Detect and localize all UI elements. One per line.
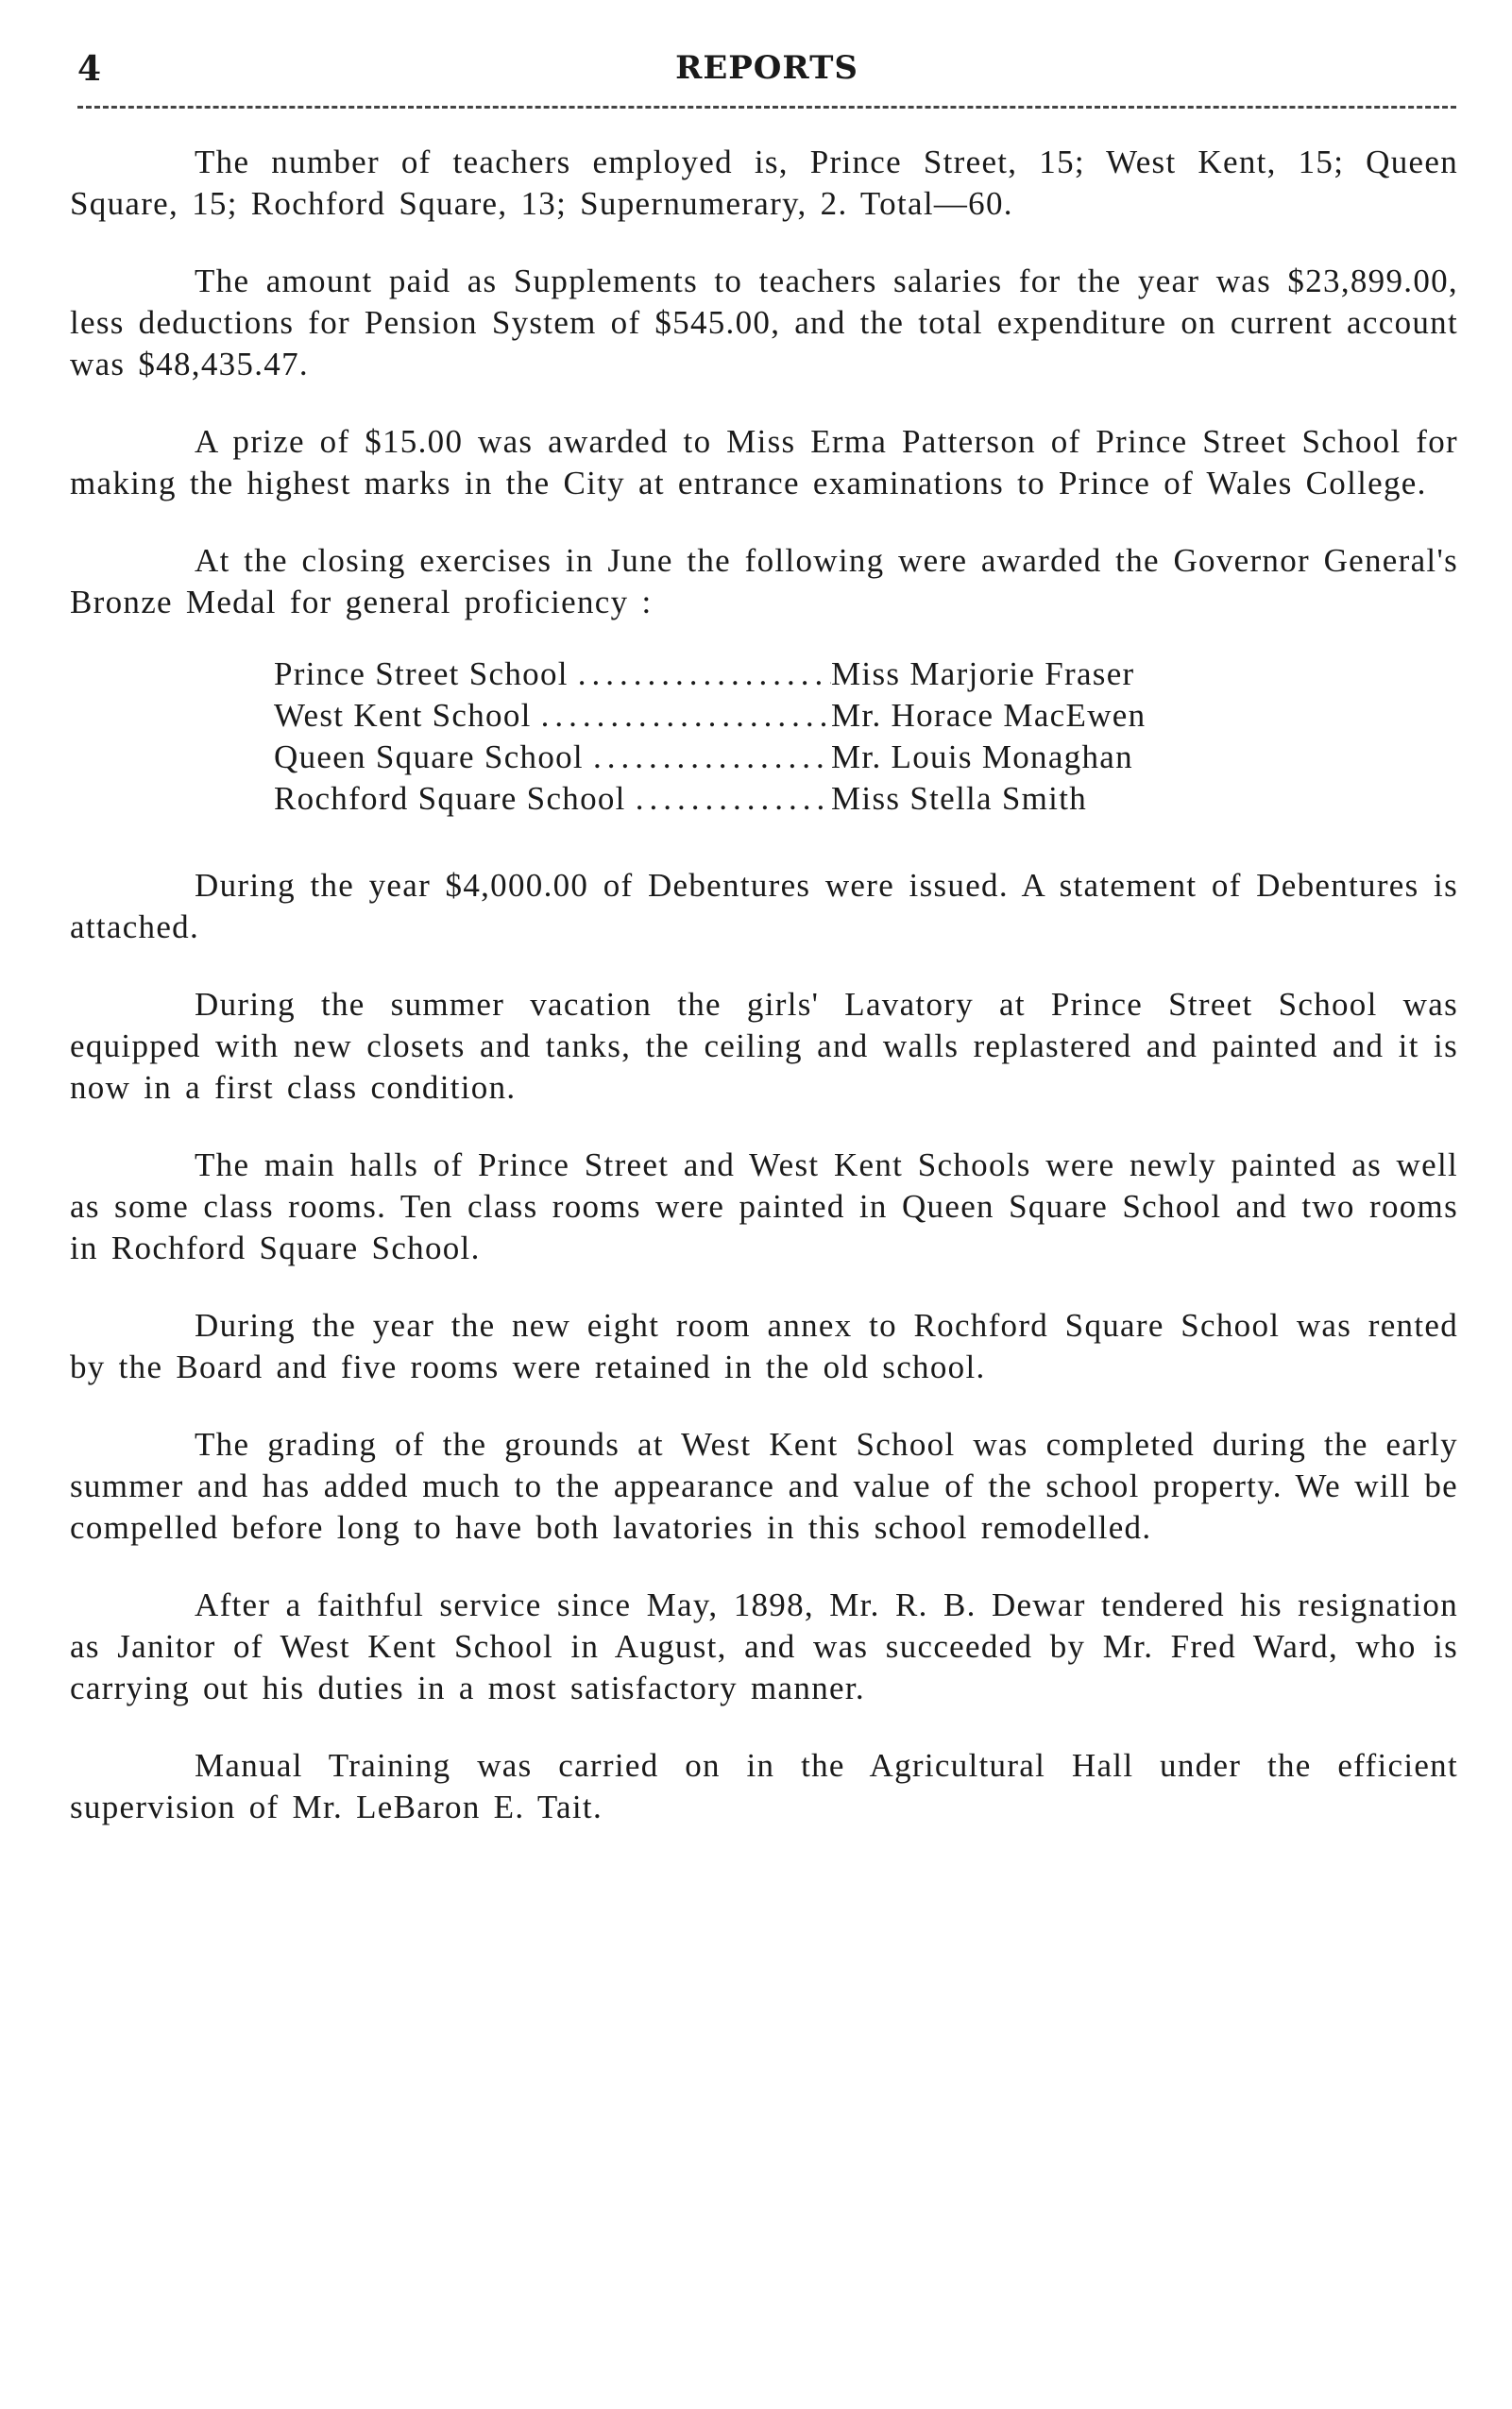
medal-school: West Kent School <box>274 697 532 734</box>
leader-dots <box>626 778 831 820</box>
paragraph-debentures: During the year $4,000.00 of Debentures were issued. A statement of Debentures is attached. <box>70 867 1458 945</box>
paragraph-supplements: The amount paid as Supplements to teachers salaries for the year was $23,899.00, less deductions for Pension System of $545.00, and the total expenditure on current account was $48,435.47. <box>70 263 1458 382</box>
paragraph-prize: A prize of $15.00 was awarded to Miss Erma Patterson of Prince Street School for making the highest marks in the City at entrance examinations to Prince of Wales College. <box>70 423 1458 501</box>
medal-row <box>70 737 1458 778</box>
header-rule <box>77 106 1456 109</box>
paragraph-painting: The main halls of Prince Street and West Kent Schools were newly painted as well as some class rooms. Ten class rooms were painted in Queen Square School and two rooms in Rochford Square School. <box>70 1146 1458 1266</box>
paragraph-lavatory: During the summer vacation the girls' Lavatory at Prince Street School was equipped with new closets and tanks, the ceiling and walls replastered and painted and it is now in a first class condition. <box>70 986 1458 1106</box>
paragraph-annex: During the year the new eight room annex to Rochford Square School was rented by the Board and five rooms were retained in the old school. <box>70 1307 1458 1385</box>
paragraph-grounds: The grading of the grounds at West Kent School was completed during the early summer and has added much to the appearance and value of the school property. We will be compelled before long to have both lavatories in this school remodelled. <box>70 1426 1458 1546</box>
medal-list <box>70 653 1458 820</box>
paragraph-janitor: After a faithful service since May, 1898, Mr. R. B. Dewar tendered his resignation as Janitor of West Kent School in August, and was succeeded by Mr. Fred Ward, who is carrying out his duties in a most satisfactory manner. <box>70 1586 1458 1706</box>
leader-dots <box>569 653 831 695</box>
medal-school: Queen Square School <box>274 738 584 775</box>
medal-row <box>70 778 1458 820</box>
page-header <box>77 49 1456 106</box>
leader-dots <box>584 737 831 778</box>
running-head: REPORTS <box>675 49 858 87</box>
medal-winner: Mr. Horace MacEwen <box>831 697 1147 734</box>
paragraph-manual-training: Manual Training was carried on in the Agricultural Hall under the efficient supervision of Mr. LeBaron E. Tait. <box>70 1747 1458 1825</box>
leader-dots <box>532 695 831 737</box>
paragraph-closing-exercises: At the closing exercises in June the following were awarded the Governor General's Bronze Medal for general proficiency : <box>70 542 1458 620</box>
medal-winner: Miss Marjorie Fraser <box>831 655 1135 692</box>
medal-row <box>70 653 1458 695</box>
medal-school: Prince Street School <box>274 655 569 692</box>
medal-row <box>70 695 1458 737</box>
paragraph-teachers: The number of teachers employed is, Prince Street, 15; West Kent, 15; Queen Square, 15; Rochford Square, 13; Supernumerary, 2. Total—60. <box>70 144 1458 222</box>
medal-school: Rochford Square School <box>274 780 626 817</box>
report-body <box>70 142 1458 1864</box>
medal-winner: Mr. Louis Monaghan <box>831 738 1133 775</box>
medal-winner: Miss Stella Smith <box>831 780 1088 817</box>
page-number: 4 <box>77 49 102 89</box>
